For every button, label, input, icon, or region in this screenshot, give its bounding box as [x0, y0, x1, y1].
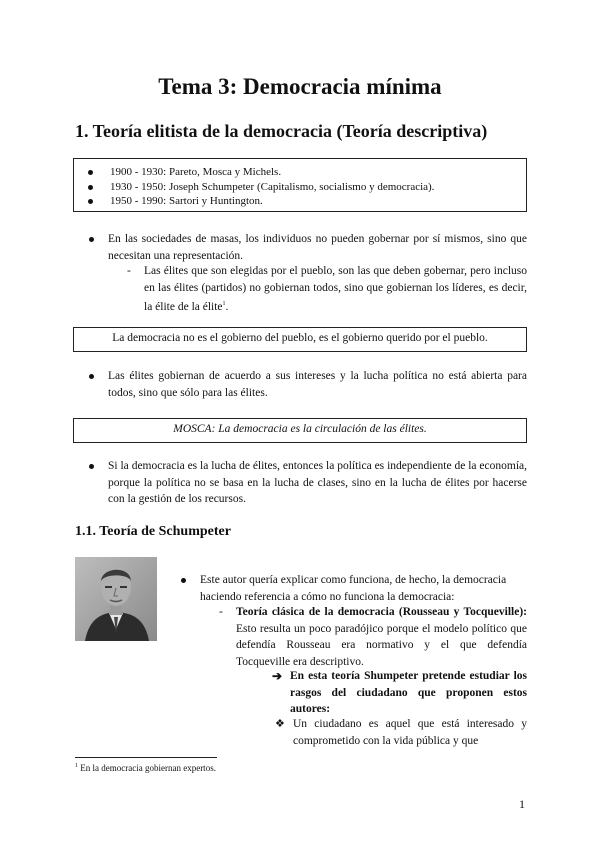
page-number: 1: [519, 797, 525, 811]
section-heading-1: 1. Teoría elitista de la democracia (Teoría descriptiva): [75, 121, 488, 141]
page-title: Tema 3: Democracia mínima: [158, 74, 442, 99]
portrait-image: [75, 557, 157, 641]
bullet-paragraph: En las sociedades de masas, los individuos no pueden gobernar por sí mismos, sino que necesitan una representación.: [108, 231, 527, 264]
quote-box: La democracia no es el gobierno del pueblo, es el gobierno querido por el pueblo.: [73, 327, 527, 352]
arrow-right-icon: ➔: [272, 669, 283, 683]
dash-icon: -: [127, 265, 131, 277]
bullet-icon: [89, 374, 94, 379]
footnote: $^1$ En la democracia gobiernan expertos.: [75, 763, 216, 773]
authors-timeline-box: [73, 158, 527, 212]
footnote-ref[interactable]: 1: [222, 301, 226, 307]
bullet-icon: [89, 464, 94, 469]
sub-item: - Teoría clásica de la democracia (Rousseau y Tocqueville): Esto resulta un poco paradójico porque el modelo político que defendía Rousseau era normativo y el que defendía Tocqueville era descriptivo.: [219, 606, 527, 668]
bullet-paragraph: Este autor quería explicar como funciona, de hecho, la democracia haciendo referencia a cómo no funciona la democracia:: [200, 572, 527, 605]
mosca-quote-box: MOSCA: La democracia es la circulación de las élites.: [73, 418, 527, 443]
bullet-icon: [88, 170, 93, 175]
timeline-item: 1930 - 1950: Joseph Schumpeter (Capitalismo, socialismo y democracia).: [74, 180, 526, 195]
section-heading-1-1: 1.1. Teoría de Schumpeter: [75, 524, 231, 539]
bullet-paragraph: Las élites gobiernan de acuerdo a sus intereses y la lucha política no está abierta para todos, sino que sólo para las élites.: [108, 368, 527, 401]
bullet-icon: [88, 199, 93, 204]
bullet-icon: [181, 578, 186, 583]
bullet-paragraph: Si la democracia es la lucha de élites, entonces la política es independiente de la economía, porque la política no se basa en la lucha de clases, sino en la lucha de élites por hacerse con la gestión de los recursos.: [108, 458, 527, 508]
sub-item: - Las élites que son elegidas por el pueblo, son las que deben gobernar, pero incluso en las élites (partidos) no gobiernan todos, sino que gobiernan los líderes, es decir, la élite de la élite$^1$.: [127, 265, 527, 313]
diamond-bullet-icon: ❖: [275, 718, 285, 730]
timeline-item: 1900 - 1930: Pareto, Mosca y Michels.: [74, 165, 526, 180]
dash-icon: -: [219, 606, 223, 618]
bullet-icon: [88, 185, 93, 190]
footnote-separator: [75, 757, 217, 758]
bullet-icon: [89, 237, 94, 242]
arrow-item: ➔ En esta teoría Shumpeter pretende estudiar los rasgos del ciudadano que proponen estos autores:: [272, 669, 527, 715]
timeline-item: 1950 - 1990: Sartori y Huntington.: [74, 194, 526, 209]
diamond-item: ❖ Un ciudadano es aquel que está interesado y comprometido con la vida pública y que: [275, 718, 527, 747]
schumpeter-portrait: [75, 557, 157, 641]
